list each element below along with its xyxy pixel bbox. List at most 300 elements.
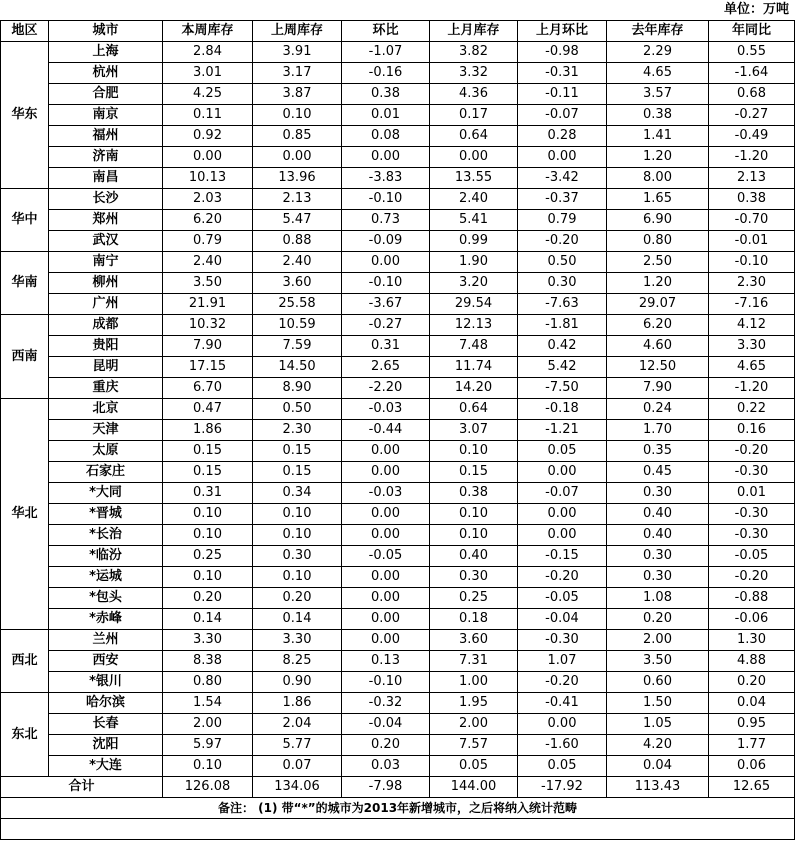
city-cell: 郑州 xyxy=(49,210,163,231)
value-cell: -0.01 xyxy=(709,231,795,252)
city-cell: *晋城 xyxy=(49,504,163,525)
region-cell: 西南 xyxy=(1,315,49,399)
table-row xyxy=(1,651,795,672)
column-header: 年同比 xyxy=(709,21,795,42)
value-cell: 0.00 xyxy=(253,147,342,168)
table-row xyxy=(1,294,795,315)
value-cell: -0.30 xyxy=(709,525,795,546)
value-cell: 0.00 xyxy=(518,462,607,483)
value-cell: 0.79 xyxy=(163,231,253,252)
table-row xyxy=(1,609,795,630)
city-cell: 合肥 xyxy=(49,84,163,105)
table-row xyxy=(1,588,795,609)
value-cell: 4.65 xyxy=(607,63,709,84)
value-cell: 1.77 xyxy=(709,735,795,756)
value-cell: 0.90 xyxy=(253,672,342,693)
value-cell: 10.13 xyxy=(163,168,253,189)
value-cell: 0.00 xyxy=(518,147,607,168)
value-cell: 0.55 xyxy=(709,42,795,63)
column-header: 上月环比 xyxy=(518,21,607,42)
value-cell: 5.77 xyxy=(253,735,342,756)
table-row xyxy=(1,441,795,462)
value-cell: 0.20 xyxy=(253,588,342,609)
value-cell: -0.10 xyxy=(342,672,430,693)
value-cell: 2.84 xyxy=(163,42,253,63)
value-cell: 0.05 xyxy=(430,756,518,777)
value-cell: 0.00 xyxy=(518,525,607,546)
value-cell: 0.88 xyxy=(253,231,342,252)
value-cell: 2.04 xyxy=(253,714,342,735)
city-cell: 福州 xyxy=(49,126,163,147)
city-cell: 重庆 xyxy=(49,378,163,399)
value-cell: -0.20 xyxy=(709,567,795,588)
value-cell: -0.27 xyxy=(342,315,430,336)
value-cell: -7.16 xyxy=(709,294,795,315)
value-cell: 0.95 xyxy=(709,714,795,735)
city-cell: *银川 xyxy=(49,672,163,693)
value-cell: 6.20 xyxy=(607,315,709,336)
value-cell: -0.44 xyxy=(342,420,430,441)
value-cell: -0.20 xyxy=(518,672,607,693)
value-cell: 0.08 xyxy=(342,126,430,147)
value-cell: 0.14 xyxy=(253,609,342,630)
value-cell: -0.10 xyxy=(342,273,430,294)
value-cell: -0.10 xyxy=(342,189,430,210)
value-cell: 0.30 xyxy=(607,567,709,588)
value-cell: 5.42 xyxy=(518,357,607,378)
total-value-cell: -17.92 xyxy=(518,777,607,798)
table-row xyxy=(1,210,795,231)
table-row xyxy=(1,357,795,378)
value-cell: 0.16 xyxy=(709,420,795,441)
value-cell: 0.45 xyxy=(607,462,709,483)
value-cell: -0.15 xyxy=(518,546,607,567)
value-cell: 0.99 xyxy=(430,231,518,252)
value-cell: -0.20 xyxy=(709,441,795,462)
table-row xyxy=(1,399,795,420)
value-cell: 0.11 xyxy=(163,105,253,126)
city-cell: 武汉 xyxy=(49,231,163,252)
value-cell: 3.30 xyxy=(253,630,342,651)
city-cell: *包头 xyxy=(49,588,163,609)
city-cell: 长沙 xyxy=(49,189,163,210)
value-cell: -0.10 xyxy=(709,252,795,273)
value-cell: 4.88 xyxy=(709,651,795,672)
table-row xyxy=(1,420,795,441)
city-cell: 天津 xyxy=(49,420,163,441)
value-cell: 3.32 xyxy=(430,63,518,84)
city-cell: 南京 xyxy=(49,105,163,126)
value-cell: 0.00 xyxy=(430,147,518,168)
value-cell: 29.07 xyxy=(607,294,709,315)
city-cell: *运城 xyxy=(49,567,163,588)
table-row xyxy=(1,630,795,651)
table-row xyxy=(1,168,795,189)
value-cell: 7.48 xyxy=(430,336,518,357)
region-cell: 东北 xyxy=(1,693,49,777)
value-cell: 3.01 xyxy=(163,63,253,84)
value-cell: 1.54 xyxy=(163,693,253,714)
column-header: 上月库存 xyxy=(430,21,518,42)
total-value-cell: 126.08 xyxy=(163,777,253,798)
value-cell: -0.30 xyxy=(518,630,607,651)
city-cell: 石家庄 xyxy=(49,462,163,483)
value-cell: 0.40 xyxy=(430,546,518,567)
city-cell: 济南 xyxy=(49,147,163,168)
value-cell: 1.00 xyxy=(430,672,518,693)
value-cell: 0.38 xyxy=(430,483,518,504)
value-cell: -0.16 xyxy=(342,63,430,84)
value-cell: 0.00 xyxy=(342,147,430,168)
inventory-table xyxy=(0,20,795,840)
value-cell: 0.22 xyxy=(709,399,795,420)
value-cell: 0.34 xyxy=(253,483,342,504)
value-cell: -0.03 xyxy=(342,399,430,420)
value-cell: 7.90 xyxy=(163,336,253,357)
blank-cell xyxy=(1,819,795,840)
value-cell: 0.01 xyxy=(709,483,795,504)
value-cell: 13.55 xyxy=(430,168,518,189)
value-cell: 3.60 xyxy=(430,630,518,651)
region-cell: 华南 xyxy=(1,252,49,315)
value-cell: 2.65 xyxy=(342,357,430,378)
value-cell: 11.74 xyxy=(430,357,518,378)
city-cell: 北京 xyxy=(49,399,163,420)
value-cell: 0.85 xyxy=(253,126,342,147)
value-cell: 3.91 xyxy=(253,42,342,63)
column-header: 城市 xyxy=(49,21,163,42)
value-cell: 6.70 xyxy=(163,378,253,399)
table-row xyxy=(1,378,795,399)
value-cell: 2.00 xyxy=(163,714,253,735)
value-cell: 0.00 xyxy=(518,504,607,525)
value-cell: 4.65 xyxy=(709,357,795,378)
table-row xyxy=(1,504,795,525)
total-value-cell: -7.98 xyxy=(342,777,430,798)
value-cell: 1.41 xyxy=(607,126,709,147)
value-cell: 8.90 xyxy=(253,378,342,399)
value-cell: 0.10 xyxy=(253,567,342,588)
value-cell: -1.21 xyxy=(518,420,607,441)
value-cell: -0.30 xyxy=(709,462,795,483)
footnote: 备注： (1) 带“*”的城市为2013年新增城市，之后将纳入统计范畴 xyxy=(1,798,795,819)
value-cell: 4.60 xyxy=(607,336,709,357)
city-cell: 杭州 xyxy=(49,63,163,84)
value-cell: 29.54 xyxy=(430,294,518,315)
value-cell: 1.50 xyxy=(607,693,709,714)
value-cell: 0.20 xyxy=(709,672,795,693)
value-cell: 1.95 xyxy=(430,693,518,714)
value-cell: 4.25 xyxy=(163,84,253,105)
city-cell: 昆明 xyxy=(49,357,163,378)
value-cell: 2.30 xyxy=(253,420,342,441)
table-row xyxy=(1,735,795,756)
value-cell: 0.00 xyxy=(342,630,430,651)
value-cell: 0.25 xyxy=(163,546,253,567)
table-row xyxy=(1,84,795,105)
region-cell: 华北 xyxy=(1,399,49,630)
value-cell: -0.18 xyxy=(518,399,607,420)
value-cell: 3.87 xyxy=(253,84,342,105)
value-cell: 0.00 xyxy=(342,525,430,546)
value-cell: 7.90 xyxy=(607,378,709,399)
value-cell: 1.90 xyxy=(430,252,518,273)
value-cell: -0.49 xyxy=(709,126,795,147)
city-cell: *大同 xyxy=(49,483,163,504)
table-row xyxy=(1,273,795,294)
value-cell: 3.07 xyxy=(430,420,518,441)
value-cell: -0.11 xyxy=(518,84,607,105)
value-cell: 0.73 xyxy=(342,210,430,231)
value-cell: 0.50 xyxy=(253,399,342,420)
value-cell: 0.15 xyxy=(163,441,253,462)
value-cell: 0.50 xyxy=(518,252,607,273)
city-cell: 广州 xyxy=(49,294,163,315)
value-cell: 0.30 xyxy=(253,546,342,567)
value-cell: 0.18 xyxy=(430,609,518,630)
value-cell: 4.36 xyxy=(430,84,518,105)
region-cell: 西北 xyxy=(1,630,49,693)
value-cell: -3.83 xyxy=(342,168,430,189)
value-cell: -0.27 xyxy=(709,105,795,126)
table-row xyxy=(1,42,795,63)
city-cell: *赤峰 xyxy=(49,609,163,630)
value-cell: 0.64 xyxy=(430,126,518,147)
value-cell: 7.57 xyxy=(430,735,518,756)
value-cell: 2.13 xyxy=(253,189,342,210)
value-cell: 1.30 xyxy=(709,630,795,651)
unit-label: 单位：万吨 xyxy=(723,2,789,17)
table-row xyxy=(1,315,795,336)
value-cell: 0.10 xyxy=(163,504,253,525)
value-cell: 0.03 xyxy=(342,756,430,777)
value-cell: 0.00 xyxy=(342,462,430,483)
table-row xyxy=(1,567,795,588)
value-cell: 4.12 xyxy=(709,315,795,336)
value-cell: 5.41 xyxy=(430,210,518,231)
total-value-cell: 144.00 xyxy=(430,777,518,798)
value-cell: 0.40 xyxy=(607,504,709,525)
value-cell: 0.10 xyxy=(163,567,253,588)
region-cell: 华东 xyxy=(1,42,49,189)
value-cell: 0.15 xyxy=(253,441,342,462)
value-cell: 0.04 xyxy=(607,756,709,777)
value-cell: 0.05 xyxy=(518,756,607,777)
value-cell: 17.15 xyxy=(163,357,253,378)
table-row xyxy=(1,231,795,252)
value-cell: -0.20 xyxy=(518,231,607,252)
value-cell: -7.50 xyxy=(518,378,607,399)
value-cell: -0.30 xyxy=(709,504,795,525)
value-cell: -2.20 xyxy=(342,378,430,399)
value-cell: 0.64 xyxy=(430,399,518,420)
table-row xyxy=(1,483,795,504)
value-cell: 1.65 xyxy=(607,189,709,210)
value-cell: 0.35 xyxy=(607,441,709,462)
table-row xyxy=(1,105,795,126)
value-cell: 3.50 xyxy=(163,273,253,294)
table-row xyxy=(1,714,795,735)
value-cell: 0.24 xyxy=(607,399,709,420)
value-cell: 0.79 xyxy=(518,210,607,231)
value-cell: -0.06 xyxy=(709,609,795,630)
city-cell: *大连 xyxy=(49,756,163,777)
value-cell: 0.30 xyxy=(430,567,518,588)
table-row xyxy=(1,756,795,777)
value-cell: 0.30 xyxy=(607,546,709,567)
note-row xyxy=(1,798,795,819)
value-cell: 21.91 xyxy=(163,294,253,315)
value-cell: 0.25 xyxy=(430,588,518,609)
value-cell: 12.13 xyxy=(430,315,518,336)
value-cell: 4.20 xyxy=(607,735,709,756)
value-cell: 0.15 xyxy=(253,462,342,483)
value-cell: 1.20 xyxy=(607,147,709,168)
city-cell: 沈阳 xyxy=(49,735,163,756)
value-cell: 0.47 xyxy=(163,399,253,420)
column-header: 本周库存 xyxy=(163,21,253,42)
value-cell: -0.05 xyxy=(518,588,607,609)
value-cell: -1.60 xyxy=(518,735,607,756)
total-label: 合计 xyxy=(1,777,163,798)
value-cell: 6.20 xyxy=(163,210,253,231)
city-cell: 兰州 xyxy=(49,630,163,651)
value-cell: 1.20 xyxy=(607,273,709,294)
value-cell: 7.31 xyxy=(430,651,518,672)
value-cell: 13.96 xyxy=(253,168,342,189)
value-cell: 0.10 xyxy=(430,525,518,546)
value-cell: 0.05 xyxy=(518,441,607,462)
value-cell: 0.10 xyxy=(430,441,518,462)
value-cell: 0.80 xyxy=(163,672,253,693)
value-cell: 2.13 xyxy=(709,168,795,189)
value-cell: 0.10 xyxy=(163,525,253,546)
value-cell: -0.70 xyxy=(709,210,795,231)
value-cell: 0.20 xyxy=(342,735,430,756)
value-cell: 0.07 xyxy=(253,756,342,777)
table-row xyxy=(1,147,795,168)
value-cell: 8.38 xyxy=(163,651,253,672)
value-cell: 0.06 xyxy=(709,756,795,777)
value-cell: 10.59 xyxy=(253,315,342,336)
value-cell: 5.47 xyxy=(253,210,342,231)
value-cell: 0.10 xyxy=(163,756,253,777)
total-row xyxy=(1,777,795,798)
value-cell: 0.40 xyxy=(607,525,709,546)
value-cell: 0.42 xyxy=(518,336,607,357)
value-cell: 0.28 xyxy=(518,126,607,147)
value-cell: 0.10 xyxy=(253,105,342,126)
city-cell: 南宁 xyxy=(49,252,163,273)
value-cell: -0.37 xyxy=(518,189,607,210)
table-row xyxy=(1,546,795,567)
value-cell: 0.10 xyxy=(253,504,342,525)
city-cell: *长治 xyxy=(49,525,163,546)
city-cell: 柳州 xyxy=(49,273,163,294)
value-cell: -1.07 xyxy=(342,42,430,63)
value-cell: -0.05 xyxy=(709,546,795,567)
value-cell: -3.67 xyxy=(342,294,430,315)
value-cell: 0.31 xyxy=(342,336,430,357)
value-cell: 1.05 xyxy=(607,714,709,735)
column-header: 去年库存 xyxy=(607,21,709,42)
value-cell: 0.80 xyxy=(607,231,709,252)
value-cell: 8.25 xyxy=(253,651,342,672)
value-cell: 0.13 xyxy=(342,651,430,672)
value-cell: 25.58 xyxy=(253,294,342,315)
value-cell: 0.31 xyxy=(163,483,253,504)
value-cell: 0.17 xyxy=(430,105,518,126)
value-cell: 12.50 xyxy=(607,357,709,378)
value-cell: -0.98 xyxy=(518,42,607,63)
value-cell: 0.92 xyxy=(163,126,253,147)
value-cell: -0.32 xyxy=(342,693,430,714)
value-cell: 14.20 xyxy=(430,378,518,399)
value-cell: 6.90 xyxy=(607,210,709,231)
value-cell: 8.00 xyxy=(607,168,709,189)
value-cell: 2.50 xyxy=(607,252,709,273)
value-cell: -7.63 xyxy=(518,294,607,315)
value-cell: 3.20 xyxy=(430,273,518,294)
table-header xyxy=(1,21,795,42)
value-cell: 3.57 xyxy=(607,84,709,105)
value-cell: 0.10 xyxy=(430,504,518,525)
value-cell: 0.00 xyxy=(163,147,253,168)
value-cell: -1.64 xyxy=(709,63,795,84)
value-cell: 2.40 xyxy=(163,252,253,273)
value-cell: -0.05 xyxy=(342,546,430,567)
value-cell: -3.42 xyxy=(518,168,607,189)
value-cell: 0.38 xyxy=(342,84,430,105)
table-row xyxy=(1,336,795,357)
value-cell: -0.09 xyxy=(342,231,430,252)
city-cell: *临汾 xyxy=(49,546,163,567)
value-cell: -0.04 xyxy=(518,609,607,630)
value-cell: 0.00 xyxy=(342,609,430,630)
header-row xyxy=(1,21,795,42)
value-cell: 0.15 xyxy=(163,462,253,483)
value-cell: 0.04 xyxy=(709,693,795,714)
value-cell: -1.81 xyxy=(518,315,607,336)
city-cell: 太原 xyxy=(49,441,163,462)
value-cell: 0.01 xyxy=(342,105,430,126)
value-cell: 2.00 xyxy=(607,630,709,651)
table-row xyxy=(1,126,795,147)
value-cell: 0.00 xyxy=(342,567,430,588)
table-row xyxy=(1,525,795,546)
value-cell: 0.00 xyxy=(518,714,607,735)
value-cell: 3.30 xyxy=(709,336,795,357)
value-cell: 3.60 xyxy=(253,273,342,294)
value-cell: 1.70 xyxy=(607,420,709,441)
value-cell: 7.59 xyxy=(253,336,342,357)
value-cell: 1.08 xyxy=(607,588,709,609)
city-cell: 南昌 xyxy=(49,168,163,189)
total-value-cell: 12.65 xyxy=(709,777,795,798)
city-cell: 成都 xyxy=(49,315,163,336)
value-cell: 2.40 xyxy=(430,189,518,210)
value-cell: 2.40 xyxy=(253,252,342,273)
value-cell: -0.31 xyxy=(518,63,607,84)
city-cell: 长春 xyxy=(49,714,163,735)
value-cell: 14.50 xyxy=(253,357,342,378)
value-cell: 1.07 xyxy=(518,651,607,672)
value-cell: 0.00 xyxy=(342,588,430,609)
table-row xyxy=(1,189,795,210)
value-cell: 0.38 xyxy=(607,105,709,126)
table-row xyxy=(1,693,795,714)
table-row xyxy=(1,462,795,483)
